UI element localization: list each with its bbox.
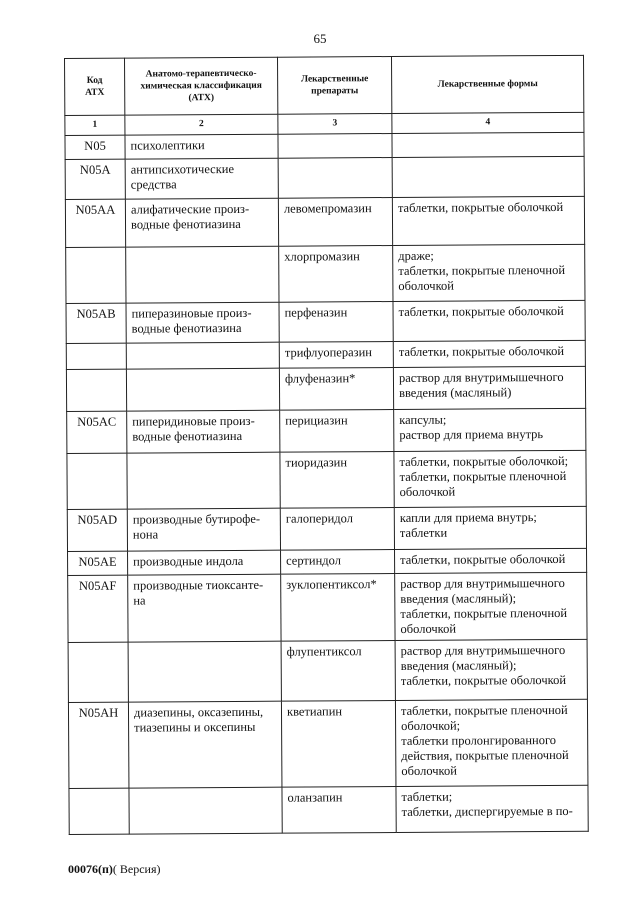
- atc-classification-cell: [126, 342, 279, 369]
- drug-name-cell: зуклопентиксол*: [281, 573, 395, 641]
- atc-table-container: [64, 55, 588, 845]
- atc-code-cell: N05AA: [65, 199, 125, 247]
- document-version: ( Версия): [112, 862, 161, 876]
- dosage-forms-cell: капсулы; раствор для приема внутрь: [394, 408, 586, 451]
- atc-table: [64, 55, 589, 835]
- header-drugs: Лекарственные препараты: [277, 56, 391, 114]
- dosage-forms-cell: таблетки, покрытые оболочкой: [393, 300, 585, 341]
- drug-name-cell: левомепромазин: [278, 197, 392, 246]
- drug-name-cell: перфеназин: [279, 301, 393, 342]
- atc-classification-cell: [129, 787, 282, 834]
- column-number: 2: [125, 114, 278, 135]
- table-row: [67, 450, 586, 509]
- drug-name-cell: трифлуоперазин: [279, 341, 393, 368]
- column-number: 1: [65, 115, 125, 135]
- atc-classification-cell: производные индола: [128, 550, 281, 575]
- atc-classification-cell: антипсихотические средства: [125, 158, 278, 199]
- drug-name-cell: хлорпромазин: [279, 245, 393, 302]
- atc-classification-cell: [126, 368, 279, 411]
- atc-classification-cell: производные бутирофе- нона: [127, 508, 280, 551]
- atc-classification-cell: диазепины, оксазепины, тиазепины и оксепины: [128, 701, 282, 788]
- table-row: [68, 699, 588, 788]
- drug-name-cell: [278, 157, 392, 198]
- atc-code-cell: N05: [65, 135, 125, 159]
- dosage-forms-cell: раствор для внутримышечного введения (масляный): [393, 366, 585, 409]
- dosage-forms-cell: таблетки, покрытые оболочкой: [393, 340, 585, 367]
- atc-classification-cell: [126, 246, 279, 303]
- atc-code-cell: [67, 453, 127, 509]
- column-number: 4: [392, 112, 584, 133]
- dosage-forms-cell: раствор для внутримышечного введения (масляный); таблетки, покрытые оболочкой: [395, 639, 587, 700]
- drug-name-cell: перициазин: [280, 409, 394, 452]
- drug-name-cell: [278, 133, 392, 158]
- table-row: [65, 196, 584, 247]
- table-row: [66, 300, 585, 343]
- atc-classification-cell: алифатические произ- водные фенотиазина: [125, 198, 278, 247]
- atc-code-cell: [66, 343, 126, 369]
- table-row: [66, 244, 585, 303]
- table-row: [68, 639, 587, 702]
- atc-code-cell: [66, 369, 126, 411]
- dosage-forms-cell: [392, 132, 584, 157]
- table-body: [65, 132, 588, 834]
- dosage-forms-cell: [392, 156, 584, 197]
- drug-name-cell: оланзапин: [282, 786, 396, 833]
- table-row: [66, 366, 585, 411]
- atc-code-cell: [68, 642, 128, 702]
- dosage-forms-cell: таблетки, покрытые оболочкой; таблетки, покрытые пленочной оболочкой: [394, 450, 586, 507]
- document-code: 00076(п): [68, 862, 113, 876]
- table-row: [68, 572, 587, 642]
- table-row: [69, 785, 588, 834]
- atc-classification-cell: производные тиоксанте- на: [128, 574, 281, 642]
- atc-code-cell: [66, 247, 126, 303]
- atc-code-cell: N05AB: [66, 303, 126, 343]
- drug-name-cell: флупентиксол: [281, 640, 395, 701]
- dosage-forms-cell: капли для приема внутрь; таблетки: [394, 506, 586, 549]
- atc-code-cell: N05AE: [68, 551, 128, 575]
- table-row: [67, 408, 586, 453]
- drug-name-cell: сертиндол: [281, 549, 395, 574]
- header-atc-code: Код АТХ: [65, 58, 125, 115]
- table-row: [65, 132, 584, 159]
- dosage-forms-cell: таблетки, покрытые оболочкой: [395, 548, 587, 573]
- atc-code-cell: [69, 788, 129, 834]
- atc-code-cell: N05A: [65, 159, 125, 199]
- atc-classification-cell: [128, 641, 281, 702]
- dosage-forms-cell: таблетки, покрытые пленочной оболочкой; таблетки пролонгированного действия, покрытые пленочной оболочкой: [395, 699, 588, 786]
- atc-classification-cell: [127, 452, 280, 509]
- page-number: 65: [313, 31, 327, 46]
- atc-classification-cell: психолептики: [125, 134, 278, 159]
- atc-classification-cell: пиперазиновые произ- водные фенотиазина: [126, 302, 279, 343]
- atc-classification-cell: пиперидиновые произ- водные фенотиазина: [127, 410, 280, 453]
- atc-code-cell: N05AH: [68, 702, 129, 788]
- drug-name-cell: кветиапин: [281, 700, 396, 787]
- table-row: [65, 156, 584, 199]
- table-row: [68, 548, 587, 575]
- atc-code-cell: N05AF: [68, 575, 128, 642]
- table-row: [66, 340, 585, 369]
- drug-name-cell: тиоридазин: [280, 451, 394, 508]
- dosage-forms-cell: таблетки, покрытые оболочкой: [392, 196, 584, 245]
- drug-name-cell: флуфеназин*: [279, 367, 393, 410]
- dosage-forms-cell: таблетки; таблетки, диспергируемые в по-: [396, 785, 588, 832]
- table-row: [67, 506, 586, 551]
- header-atc-classification: Анатомо-терапевтическо- химическая классификация (АТХ): [125, 57, 278, 115]
- dosage-forms-cell: драже; таблетки, покрытые пленочной оболочкой: [393, 244, 585, 301]
- column-number: 3: [278, 113, 392, 134]
- atc-code-cell: N05AD: [67, 509, 127, 551]
- atc-code-cell: N05AC: [67, 411, 127, 453]
- dosage-forms-cell: раствор для внутримышечного введения (масляный); таблетки, покрытые пленочной оболочкой: [395, 572, 587, 640]
- footer: [68, 862, 161, 877]
- header-dosage-forms: Лекарственные формы: [391, 55, 583, 113]
- drug-name-cell: галоперидол: [280, 507, 394, 550]
